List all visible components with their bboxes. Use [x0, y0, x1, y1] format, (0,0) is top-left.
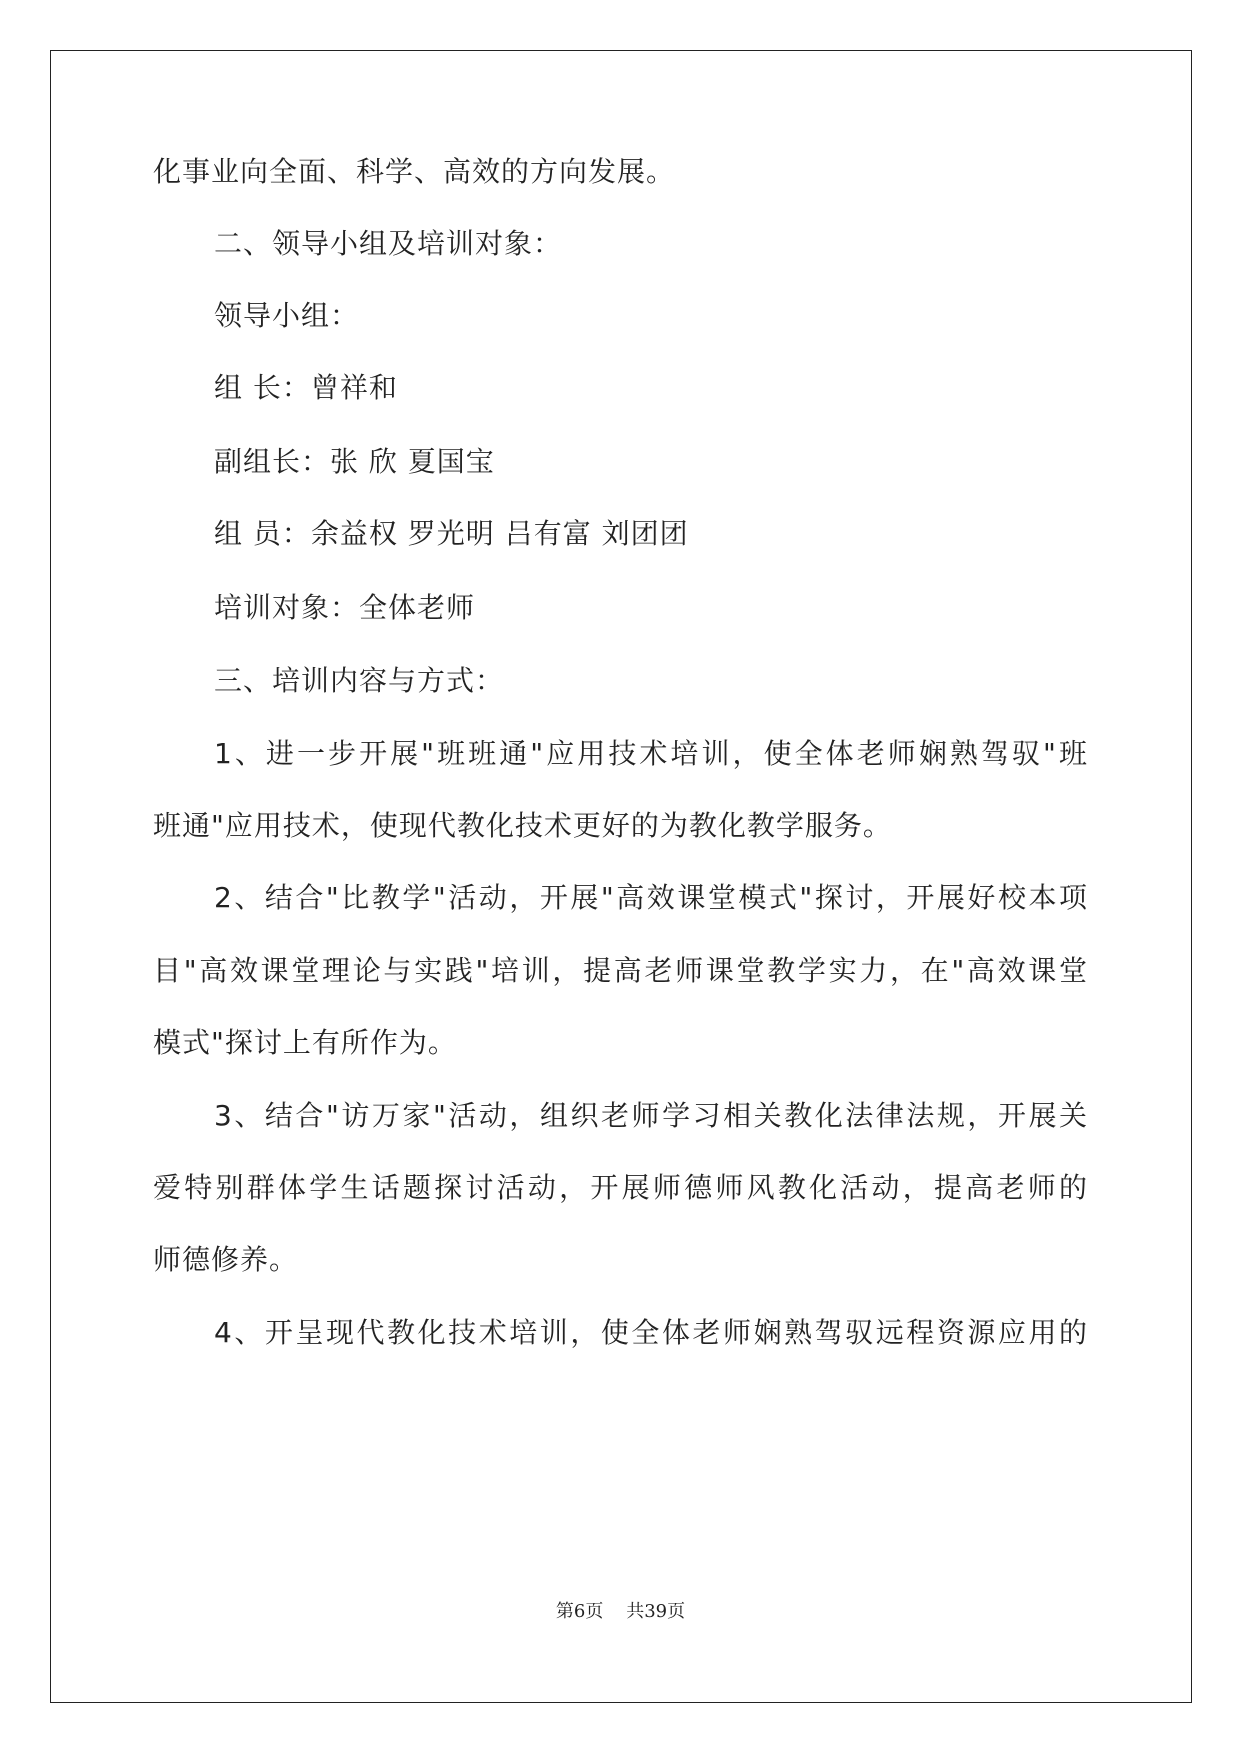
text-line: 爱特别群体学生话题探讨活动，开展师德师风教化活动，提高老师的 — [153, 1171, 1088, 1204]
text-line: 3、结合"访万家"活动，组织老师学习相关教化法律法规，开展关 — [214, 1099, 1088, 1132]
text-line: 培训对象：全体老师 — [214, 591, 476, 624]
text-line: 班通"应用技术，使现代教化技术更好的为教化教学服务。 — [153, 809, 892, 842]
text-line: 2、结合"比教学"活动，开展"高效课堂模式"探讨，开展好校本项 — [214, 881, 1088, 914]
section-heading: 三、培训内容与方式： — [214, 664, 505, 697]
text-line: 1、进一步开展"班班通"应用技术培训，使全体老师娴熟驾驭"班 — [214, 737, 1088, 770]
text-line: 组 员：余益权 罗光明 吕有富 刘团团 — [214, 517, 689, 550]
section-heading: 二、领导小组及培训对象： — [214, 227, 563, 260]
page-number-footer: 第6页 共39页 — [555, 1601, 686, 1622]
text-line: 领导小组： — [214, 299, 360, 332]
text-line: 模式"探讨上有所作为。 — [153, 1026, 457, 1059]
text-line: 目"高效课堂理论与实践"培训，提高老师课堂教学实力，在"高效课堂 — [153, 954, 1088, 987]
text-line: 组 长：曾祥和 — [214, 371, 398, 404]
text-line: 副组长：张 欣 夏国宝 — [214, 445, 495, 478]
text-line: 4、开呈现代教化技术培训，使全体老师娴熟驾驭远程资源应用的 — [214, 1316, 1088, 1349]
text-line: 师德修养。 — [153, 1243, 299, 1276]
text-line: 化事业向全面、科学、高效的方向发展。 — [153, 155, 676, 188]
